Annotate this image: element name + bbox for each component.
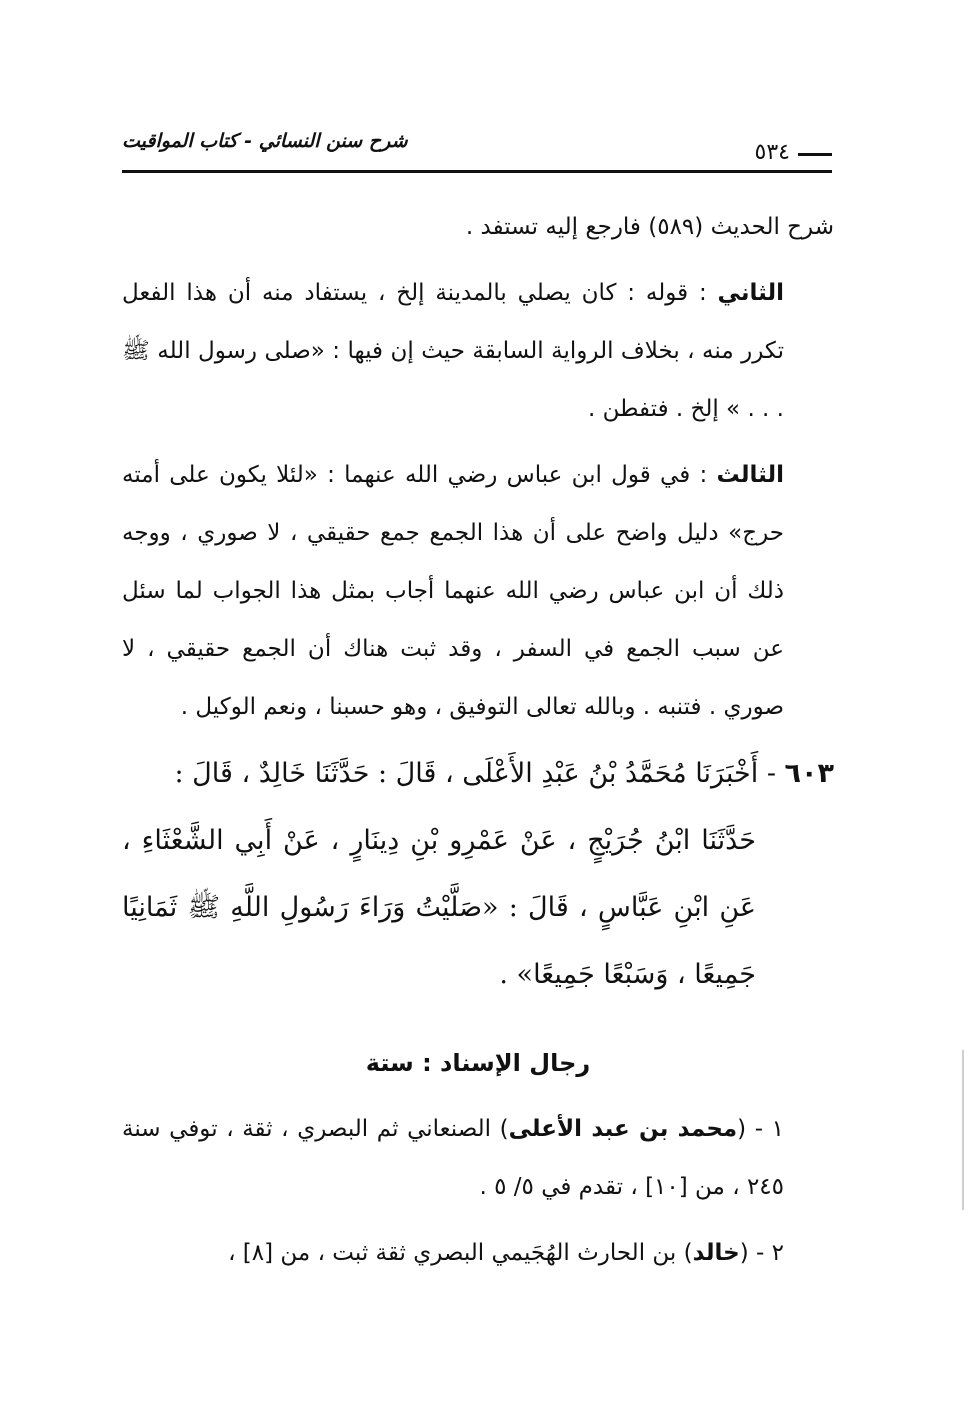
paragraph-third <box>122 446 834 736</box>
page-body <box>122 198 834 1282</box>
narrator-text-2: ) بن الحارث الهُجَيمي البصري ثقة ثبت ، من [٨] ، <box>228 1240 693 1266</box>
paragraph-second <box>122 264 834 438</box>
narrator-number-2: ٢ - ( <box>739 1240 784 1266</box>
narrator-number-1: ١ - ( <box>737 1116 784 1142</box>
header-rule <box>122 170 832 173</box>
running-title: شرح سنن النسائي - كتاب المواقيت <box>122 130 408 152</box>
hadith-first-line: - أَخْبَرَنَا مُحَمَّدُ بْنُ عَبْدِ الأَعْلَى ، قَالَ : حَدَّثَنَا خَالِدٌ ، قَالَ : <box>174 758 776 789</box>
page-number-dash <box>798 153 832 156</box>
page-number: ٥٣٤ <box>754 140 790 165</box>
section-title: رجال الإسناد : ستة <box>365 1049 591 1077</box>
page-header <box>122 126 832 176</box>
narrator-name-1: محمد بن عبد الأعلى <box>508 1116 738 1142</box>
paragraph-lead-second: الثاني <box>717 280 784 306</box>
paragraph-text-third: : في قول ابن عباس رضي الله عنهما : «لئلا يكون على أمته حرج» دليل واضح على أن هذا الجمع جمع حقيقي ، لا صوري ، ووجه ذلك أن ابن عباس رضي الله عنهما أجاب بمثل هذا الجواب لما سئل عن سبب الجمع في السفر ، وقد ثبت هناك أن الجمع حقيقي ، لا صوري . فتنبه . وبالله تعالى التوفيق ، وهو حسبنا ، ونعم الوكيل . <box>122 462 784 720</box>
paragraph-lead-third: الثالث <box>716 462 784 488</box>
hadith-text <box>122 740 834 807</box>
hadith-number: ٦٠٣ <box>784 758 834 789</box>
narrator-name-2: خالد <box>692 1240 740 1266</box>
hadith-continuation: حَدَّثَنَا ابْنُ جُرَيْجٍ ، عَنْ عَمْرِو بْنِ دِينَارٍ ، عَنْ أَبِي الشَّعْثَاءِ ، عَنِ ابْنِ عَبَّاسٍ ، قَالَ : «صَلَّيْتُ وَرَاءَ رَسُولِ اللَّهِ ﷺ ثَمَانِيًا جَمِيعًا ، وَسَبْعًا جَمِيعًا» . <box>122 825 756 990</box>
narrator-text-1: ) الصنعاني ثم البصري ، ثقة ، توفي سنة ٢٤٥ ، من [١٠] ، تقدم في ٥/ ٥ . <box>122 1116 784 1200</box>
narrator-entry-1 <box>122 1100 834 1216</box>
narrator-entry-2 <box>122 1224 834 1282</box>
scan-edge-line <box>962 1050 964 1210</box>
paragraph-continuation: شرح الحديث (٥٨٩) فارجع إليه تستفد . <box>465 214 834 240</box>
paragraph-text-second: : قوله : كان يصلي بالمدينة إلخ ، يستفاد منه أن هذا الفعل تكرر منه ، بخلاف الرواية السابقة حيث إن فيها : «صلى رسول الله ﷺ . . . » إلخ . فتفطن . <box>122 280 784 422</box>
